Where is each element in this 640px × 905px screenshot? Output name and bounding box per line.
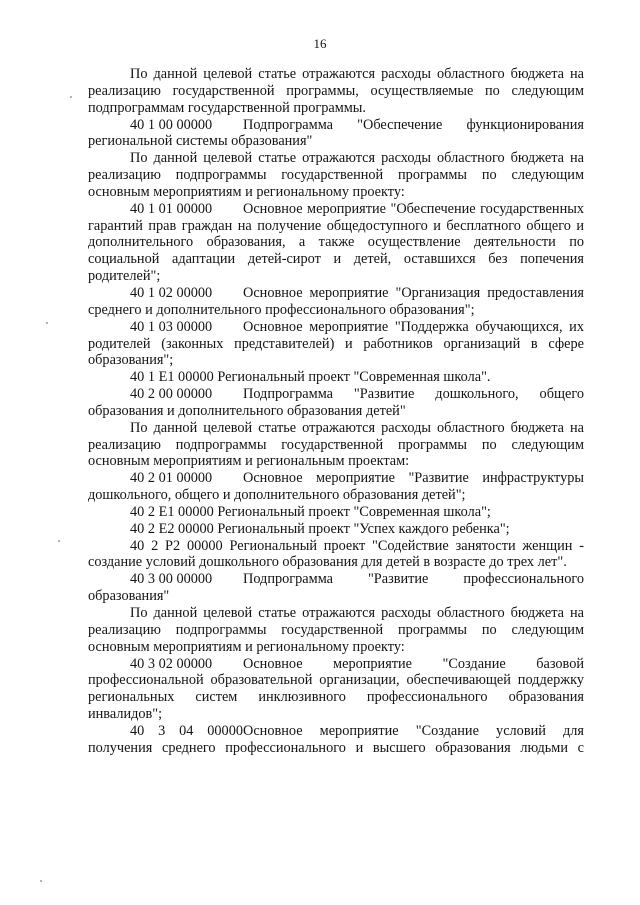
item-text: Основное мероприятие "Поддержка обучающихся, их родителей (законных представителей) и работников организаций в сфере образования"; <box>88 318 584 369</box>
measure-40-1-02 <box>88 285 584 319</box>
budget-code: 40 2 00 00000 <box>130 386 213 403</box>
item-text: Подпрограмма "Развитие дошкольного, общего образования и дополнительного образования детей" <box>88 386 584 419</box>
item-text: Основное мероприятие "Обеспечение государственных гарантий прав граждан на получение общедоступного и бесплатного общего и дополнительного образования, а также осуществление деятельности по социальной адаптации детей-сирот и детей, оставшихся без попечения родителей"; <box>88 200 584 285</box>
item-text: Основное мероприятие "Развитие инфраструктуры дошкольного, общего и дополнительного образования детей"; <box>88 470 584 504</box>
measure-40-1-03 <box>88 319 584 370</box>
project-40-1-e1: 40 1 E1 00000 Региональный проект "Современная школа". <box>130 369 491 386</box>
item-text: Основное мероприятие "Организация предоставления среднего и дополнительного профессионального образования"; <box>88 284 584 318</box>
budget-code: 40 1 03 00000 <box>130 318 213 335</box>
measure-40-2-01 <box>88 470 584 504</box>
item-text: Подпрограмма "Обеспечение функционирования региональной системы образования" <box>88 116 584 150</box>
subprogram-40-2 <box>88 386 584 420</box>
budget-code: 40 1 00 00000 <box>130 116 213 133</box>
budget-code: 40 3 04 00000 <box>130 722 243 739</box>
item-text: Основное мероприятие "Создание условий для получения среднего профессионального и высшего образования людьми с <box>88 722 584 756</box>
subprogram-40-1 <box>88 117 584 151</box>
scan-mark <box>46 322 48 324</box>
measure-40-3-02 <box>88 656 584 723</box>
budget-code: 40 1 02 00000 <box>130 284 213 301</box>
budget-code: 40 3 00 00000 <box>130 571 213 588</box>
measure-40-1-01 <box>88 201 584 285</box>
paragraph-description: По данной целевой статье отражаются расходы областного бюджета на реализацию подпрограммы государственной программы по следующим основным мероприятиям и региональному проекту: <box>88 150 584 200</box>
budget-code: 40 2 01 00000 <box>130 470 213 487</box>
paragraph-intro: По данной целевой статье отражаются расходы областного бюджета на реализацию государственной программы, осуществляемые по следующим подпрограммам государственной программы. <box>88 66 584 116</box>
project-40-2-e2: 40 2 E2 00000 Региональный проект "Успех каждого ребенка"; <box>130 520 510 537</box>
scan-mark <box>58 540 60 542</box>
subprogram-40-3 <box>88 571 584 605</box>
paragraph-description: По данной целевой статье отражаются расходы областного бюджета на реализацию подпрограммы государственной программы по следующим основным мероприятиям и региональным проектам: <box>88 419 584 470</box>
scan-mark <box>40 880 42 882</box>
page-number: 16 <box>313 36 327 51</box>
project-40-2-e1: 40 2 E1 00000 Региональный проект "Современная школа"; <box>130 503 491 520</box>
scan-mark <box>70 96 72 98</box>
project-40-2-p2: 40 2 P2 00000 Региональный проект "Содействие занятости женщин - создание условий дошкольного образования для детей в возрасте до трех лет". <box>88 537 584 571</box>
measure-40-3-04 <box>88 723 584 757</box>
budget-code: 40 3 02 00000 <box>130 655 213 672</box>
item-text: Подпрограмма "Развитие профессионального образования" <box>88 571 584 605</box>
item-text: Основное мероприятие "Создание базовой профессиональной образовательной организации, обеспечивающей поддержку региональных систем инклюзивного профессионального образования инвалидов"; <box>88 655 584 723</box>
budget-code: 40 1 01 00000 <box>130 200 213 217</box>
document-body <box>88 66 584 757</box>
paragraph-description: По данной целевой статье отражаются расходы областного бюджета на реализацию подпрограммы государственной программы по следующим основным мероприятиям и региональному проекту: <box>88 605 584 655</box>
